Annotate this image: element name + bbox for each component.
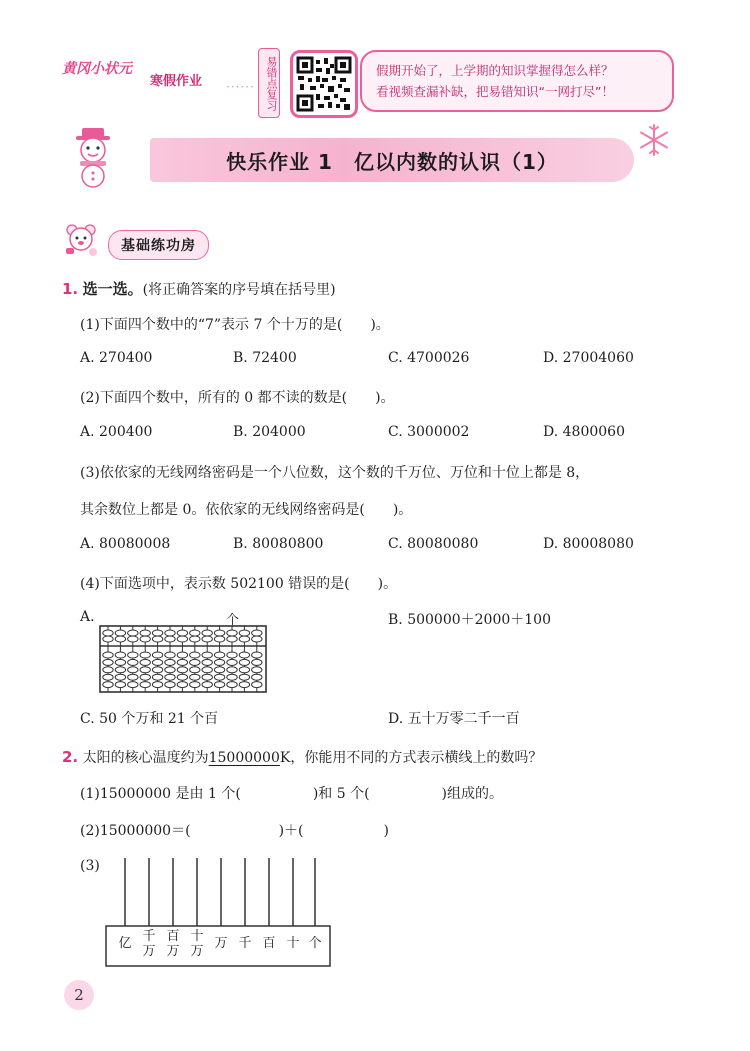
- q2-sub1-part-a: (1)15000000 是由 1 个(: [80, 786, 241, 802]
- q1-sub3-opt-d[interactable]: D. 80008080: [543, 536, 634, 552]
- abacus-bead: [202, 667, 212, 673]
- abacus-bead: [128, 667, 138, 673]
- brand-logo: 黄冈小状元: [62, 61, 132, 77]
- place-label-6: 百: [262, 936, 276, 951]
- abacus-bead: [214, 659, 224, 665]
- notice-line-1: 假期开始了，上学期的知识掌握得怎么样？: [376, 63, 614, 78]
- q1-sub1-opt-a[interactable]: A. 270400: [80, 350, 153, 366]
- q2-stem-post: K，你能用不同的方式表示横线上的数吗？: [279, 750, 543, 766]
- counter-rod-diagram: [104, 852, 334, 972]
- brand-subtitle: 寒假作业: [150, 74, 203, 89]
- abacus-bead: [252, 674, 262, 680]
- abacus-bead: [128, 636, 138, 642]
- notice-line-2: 看视频查漏补缺，把易错知识“一网打尽”！: [376, 84, 614, 99]
- abacus-bead: [165, 674, 175, 680]
- q1-sub3-line2: 其余数位上都是 0。依依家的无线网络密码是( )。: [80, 502, 413, 518]
- abacus-bead: [115, 667, 125, 673]
- q2-sub2-part-c: ): [383, 823, 389, 839]
- review-tag: 易错点复习: [258, 48, 280, 118]
- abacus-bead: [214, 652, 224, 658]
- q2-stem: [62, 747, 542, 767]
- abacus-bead: [128, 630, 138, 636]
- abacus-bead: [140, 659, 150, 665]
- abacus-bead: [165, 659, 175, 665]
- abacus-bead: [152, 630, 162, 636]
- abacus-bead: [252, 636, 262, 642]
- q1-sub3-opt-a[interactable]: A. 80080008: [80, 536, 171, 552]
- abacus-bead: [190, 659, 200, 665]
- abacus-bead: [128, 674, 138, 680]
- page-number: 2: [64, 980, 94, 1010]
- abacus-bead: [115, 659, 125, 665]
- q1-sub3-line1: (3)依依家的无线网络密码是一个八位数，这个数的千万位、万位和十位上都是 8，: [80, 465, 590, 481]
- snowflake-icon: [636, 122, 672, 158]
- abacus-bead: [202, 652, 212, 658]
- abacus-bead: [103, 667, 113, 673]
- q2-sub1-part-c: )组成的。: [441, 786, 504, 802]
- abacus-bead: [177, 682, 187, 688]
- abacus-bead: [152, 667, 162, 673]
- place-label-2: 百万: [166, 929, 180, 959]
- header-dots: ······: [226, 80, 255, 94]
- section-tag: 基础练功房: [108, 230, 209, 260]
- abacus-bead: [152, 682, 162, 688]
- abacus-bead: [103, 636, 113, 642]
- abacus-bead: [190, 636, 200, 642]
- abacus-bead: [165, 682, 175, 688]
- q2-stem-number: 15000000: [208, 750, 280, 766]
- place-label-1: 千万: [142, 929, 156, 959]
- abacus-bead: [140, 652, 150, 658]
- abacus-bead: [140, 667, 150, 673]
- abacus-bead: [177, 659, 187, 665]
- place-label-7: 十: [286, 936, 300, 951]
- q1-sub1-opt-c[interactable]: C. 4700026: [388, 350, 470, 366]
- q1-sub3-opt-c[interactable]: C. 80080080: [388, 536, 479, 552]
- q2-sub1-part-b: )和 5 个(: [312, 786, 370, 802]
- abacus-bead: [140, 674, 150, 680]
- q1-sub2-opt-c[interactable]: C. 3000002: [388, 424, 470, 440]
- abacus-bead: [103, 674, 113, 680]
- abacus-bead: [202, 659, 212, 665]
- abacus-bead: [202, 682, 212, 688]
- abacus-bead: [140, 630, 150, 636]
- q2-sub1: [80, 783, 503, 803]
- place-label-8: 个: [308, 936, 322, 951]
- qr-code[interactable]: [290, 50, 358, 118]
- abacus-bead: [239, 674, 249, 680]
- abacus-bead: [165, 636, 175, 642]
- abacus-bead: [214, 630, 224, 636]
- place-label-0: 亿: [118, 936, 132, 951]
- q1-sub2-opt-b[interactable]: B. 204000: [233, 424, 306, 440]
- abacus-bead: [190, 674, 200, 680]
- abacus-bead: [252, 682, 262, 688]
- abacus-bead: [128, 682, 138, 688]
- abacus-bead: [227, 659, 237, 665]
- abacus-bead: [227, 674, 237, 680]
- q1-stem-rest: (将正确答案的序号填在括号里): [142, 282, 336, 298]
- q2-number: 2.: [62, 748, 79, 766]
- abacus-bead: [165, 667, 175, 673]
- q1-sub4-opt-a[interactable]: A.: [80, 609, 95, 625]
- abacus-bead: [177, 652, 187, 658]
- abacus-bead: [227, 630, 237, 636]
- place-label-4: 万: [214, 936, 228, 951]
- q1-sub4: (4)下面选项中，表示数 502100 错误的是( )。: [80, 576, 398, 592]
- abacus-bead: [227, 636, 237, 642]
- abacus-bead: [239, 667, 249, 673]
- abacus-bead: [227, 682, 237, 688]
- abacus-bead: [190, 682, 200, 688]
- abacus-diagram: [98, 624, 268, 694]
- abacus-bead: [239, 652, 249, 658]
- q2-sub3-label: (3): [80, 858, 100, 874]
- abacus-bead: [115, 636, 125, 642]
- q2-sub2-part-a: (2)15000000＝(: [80, 823, 191, 839]
- abacus-bead: [165, 630, 175, 636]
- q2-sub2-part-b: )＋(: [278, 823, 304, 839]
- abacus-bead: [252, 630, 262, 636]
- abacus-bead: [165, 652, 175, 658]
- q2-stem-pre: 太阳的核心温度约为: [82, 750, 209, 766]
- abacus-bead: [152, 659, 162, 665]
- q2-sub2: [80, 820, 389, 840]
- q1-sub2: (2)下面四个数中，所有的 0 都不读的数是( )。: [80, 390, 395, 406]
- place-label-5: 千: [238, 936, 252, 951]
- abacus-bead: [177, 667, 187, 673]
- q1-sub1-opt-d[interactable]: D. 27004060: [543, 350, 634, 366]
- q1-sub1-opt-b[interactable]: B. 72400: [233, 350, 297, 366]
- q1-sub1: (1)下面四个数中的“7”表示 7 个十万的是( )。: [80, 317, 390, 333]
- abacus-bead: [252, 659, 262, 665]
- abacus-bead: [202, 630, 212, 636]
- abacus-bead: [152, 652, 162, 658]
- q1-sub3-opt-b[interactable]: B. 80080800: [233, 536, 324, 552]
- abacus-bead: [252, 667, 262, 673]
- abacus-bead: [239, 682, 249, 688]
- abacus-bead: [214, 636, 224, 642]
- q1-stem: [62, 278, 336, 299]
- abacus-bead: [190, 667, 200, 673]
- abacus-bead: [140, 636, 150, 642]
- q1-sub4-opt-c[interactable]: C. 50 个万和 21 个百: [80, 711, 219, 727]
- abacus-bead: [190, 652, 200, 658]
- abacus-bead: [115, 630, 125, 636]
- abacus-ones-label: 个: [226, 613, 240, 628]
- video-notice: [360, 50, 674, 112]
- snowman-icon: [66, 126, 124, 188]
- qr-code-icon: [296, 56, 352, 112]
- abacus-bead: [103, 630, 113, 636]
- abacus-bead: [190, 630, 200, 636]
- bear-mascot-icon: [62, 220, 102, 260]
- abacus-bead: [214, 667, 224, 673]
- abacus-bead: [177, 630, 187, 636]
- abacus-bead: [115, 674, 125, 680]
- abacus-bead: [152, 674, 162, 680]
- abacus-bead: [140, 682, 150, 688]
- abacus-bead: [103, 659, 113, 665]
- abacus-bead: [239, 659, 249, 665]
- abacus-bead: [239, 636, 249, 642]
- place-label-3: 十万: [190, 929, 204, 959]
- abacus-bead: [227, 667, 237, 673]
- abacus-bead: [227, 652, 237, 658]
- page-title: 快乐作业 1 亿以内数的认识（1）: [226, 150, 558, 174]
- abacus-bead: [202, 636, 212, 642]
- abacus-bead: [128, 652, 138, 658]
- q1-sub4-opt-d[interactable]: D. 五十万零二千一百: [388, 711, 520, 727]
- abacus-bead: [177, 674, 187, 680]
- abacus-bead: [128, 659, 138, 665]
- abacus-bead: [214, 682, 224, 688]
- abacus-bead: [115, 682, 125, 688]
- q1-stem-bold: 选一选。: [82, 280, 143, 298]
- abacus-bead: [103, 682, 113, 688]
- q1-sub2-opt-a[interactable]: A. 200400: [80, 424, 153, 440]
- abacus-bead: [202, 674, 212, 680]
- q1-sub4-opt-b[interactable]: B. 500000＋2000＋100: [388, 612, 551, 628]
- q1-number: 1.: [62, 280, 79, 298]
- abacus-bead: [252, 652, 262, 658]
- q1-sub2-opt-d[interactable]: D. 4800060: [543, 424, 625, 440]
- abacus-bead: [152, 636, 162, 642]
- abacus-bead: [115, 652, 125, 658]
- abacus-bead: [103, 652, 113, 658]
- abacus-bead: [214, 674, 224, 680]
- abacus-bead: [239, 630, 249, 636]
- abacus-bead: [177, 636, 187, 642]
